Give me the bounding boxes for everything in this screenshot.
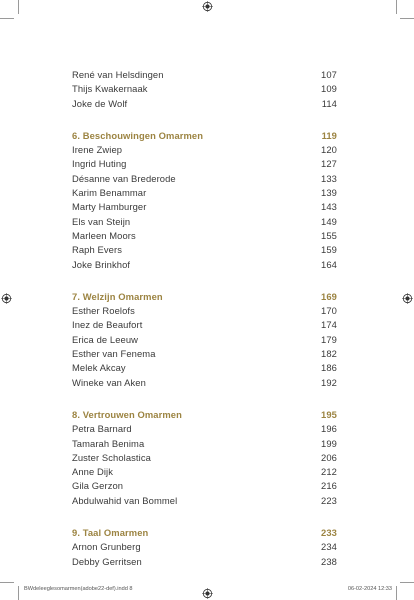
toc-entry xyxy=(72,143,337,157)
toc-entry xyxy=(72,540,337,554)
toc-entry xyxy=(72,437,337,451)
slug-datetime: 06-02-2024 12:33 xyxy=(347,586,392,592)
section-spacer xyxy=(72,508,337,526)
section-heading xyxy=(72,408,337,422)
page-number: 127 xyxy=(321,158,337,170)
toc-entry xyxy=(72,361,337,375)
entry-author: Anne Dijk xyxy=(72,466,114,478)
toc-entry xyxy=(72,494,337,508)
page-number: 179 xyxy=(321,333,337,345)
page-number: 199 xyxy=(321,437,337,449)
page-number: 155 xyxy=(321,229,337,241)
page-number: 109 xyxy=(321,83,337,95)
page-number: 139 xyxy=(321,187,337,199)
toc-entry xyxy=(72,304,337,318)
entry-author: Els van Steijn xyxy=(72,215,131,227)
registration-mark-icon xyxy=(202,1,213,12)
toc-entry xyxy=(72,318,337,332)
section-spacer xyxy=(72,390,337,408)
section-spacer xyxy=(72,111,337,129)
crop-mark xyxy=(18,586,19,600)
entry-author: Inez de Beaufort xyxy=(72,319,143,331)
entry-author: Thijs Kwakernaak xyxy=(72,83,148,95)
page-number: 169 xyxy=(321,290,337,302)
toc-entry xyxy=(72,97,337,111)
registration-mark-icon xyxy=(1,293,12,304)
toc-entry xyxy=(72,82,337,96)
entry-author: Désanne van Brederode xyxy=(72,172,176,184)
entry-author: Esther van Fenema xyxy=(72,348,156,360)
section-heading-title: 7. Welzijn Omarmen xyxy=(72,290,163,302)
page-number: 223 xyxy=(321,494,337,506)
entry-author: Marty Hamburger xyxy=(72,201,147,213)
toc-entry xyxy=(72,333,337,347)
section-spacer xyxy=(72,272,337,290)
entry-author: Ingrid Huting xyxy=(72,158,127,170)
section-heading xyxy=(72,290,337,304)
entry-author: Raph Evers xyxy=(72,244,122,256)
toc-entry xyxy=(72,479,337,493)
entry-author: Melek Akcay xyxy=(72,362,126,374)
toc-entry xyxy=(72,68,337,82)
entry-author: Erica de Leeuw xyxy=(72,333,139,345)
toc-entry xyxy=(72,347,337,361)
page-number: 234 xyxy=(321,541,337,553)
entry-author: Abdulwahid van Bommel xyxy=(72,494,178,506)
page-number: 212 xyxy=(321,466,337,478)
entry-author: Karim Benammar xyxy=(72,187,147,199)
entry-author: Debby Gerritsen xyxy=(72,555,142,567)
registration-mark-icon xyxy=(202,588,213,599)
toc-entry xyxy=(72,186,337,200)
crop-mark xyxy=(18,0,19,14)
crop-mark xyxy=(396,0,397,14)
toc-entry xyxy=(72,451,337,465)
toc-entry xyxy=(72,465,337,479)
toc-entry xyxy=(72,376,337,390)
toc-entry xyxy=(72,215,337,229)
section-heading xyxy=(72,129,337,143)
section-heading-title: 8. Vertrouwen Omarmen xyxy=(72,408,182,420)
entry-author: Gila Gerzon xyxy=(72,480,124,492)
section-heading xyxy=(72,526,337,540)
toc-entry xyxy=(72,229,337,243)
page-number: 170 xyxy=(321,305,337,317)
crop-mark xyxy=(0,18,14,19)
page-number: 119 xyxy=(321,129,337,141)
entry-author: Marleen Moors xyxy=(72,229,136,241)
page-number: 114 xyxy=(321,97,337,109)
page-number: 233 xyxy=(321,527,337,539)
page-number: 216 xyxy=(321,480,337,492)
toc-entry xyxy=(72,243,337,257)
page-number: 149 xyxy=(321,215,337,227)
section-heading-title: 6. Beschouwingen Omarmen xyxy=(72,129,204,141)
entry-author: Wineke van Aken xyxy=(72,376,146,388)
page-number: 174 xyxy=(321,319,337,331)
page-number: 206 xyxy=(321,451,337,463)
entry-author: René van Helsdingen xyxy=(72,69,164,80)
page-number: 164 xyxy=(321,258,337,270)
crop-mark xyxy=(0,582,14,583)
entry-author: Joke Brinkhof xyxy=(72,258,131,270)
page-number: 143 xyxy=(321,201,337,213)
page-number: 120 xyxy=(321,144,337,156)
crop-mark xyxy=(400,18,414,19)
toc-entry xyxy=(72,555,337,569)
crop-mark xyxy=(400,582,414,583)
table-of-contents xyxy=(72,68,337,569)
page-number: 107 xyxy=(321,69,337,80)
entry-author: Petra Barnard xyxy=(72,423,132,435)
page-number: 192 xyxy=(321,376,337,388)
page-number: 186 xyxy=(321,362,337,374)
entry-author: Arnon Grunberg xyxy=(72,541,141,553)
entry-author: Tamarah Benima xyxy=(72,437,145,449)
page-number: 196 xyxy=(321,423,337,435)
section-heading-title: 9. Taal Omarmen xyxy=(72,527,149,539)
registration-mark-icon xyxy=(402,293,413,304)
crop-mark xyxy=(396,586,397,600)
page-number: 195 xyxy=(321,408,337,420)
page-number: 238 xyxy=(321,555,337,567)
entry-author: Joke de Wolf xyxy=(72,97,128,109)
page-number: 182 xyxy=(321,348,337,360)
entry-author: Esther Roelofs xyxy=(72,305,135,317)
entry-author: Irene Zwiep xyxy=(72,144,123,156)
toc-entry xyxy=(72,258,337,272)
slug-filename: BWdeleeglesomarmen(adobe22-def).indd 8 xyxy=(24,586,133,592)
toc-entry xyxy=(72,157,337,171)
page-number: 159 xyxy=(321,244,337,256)
toc-entry xyxy=(72,422,337,436)
entry-author: Zuster Scholastica xyxy=(72,451,151,463)
page-number: 133 xyxy=(321,172,337,184)
toc-entry xyxy=(72,172,337,186)
toc-entry xyxy=(72,200,337,214)
